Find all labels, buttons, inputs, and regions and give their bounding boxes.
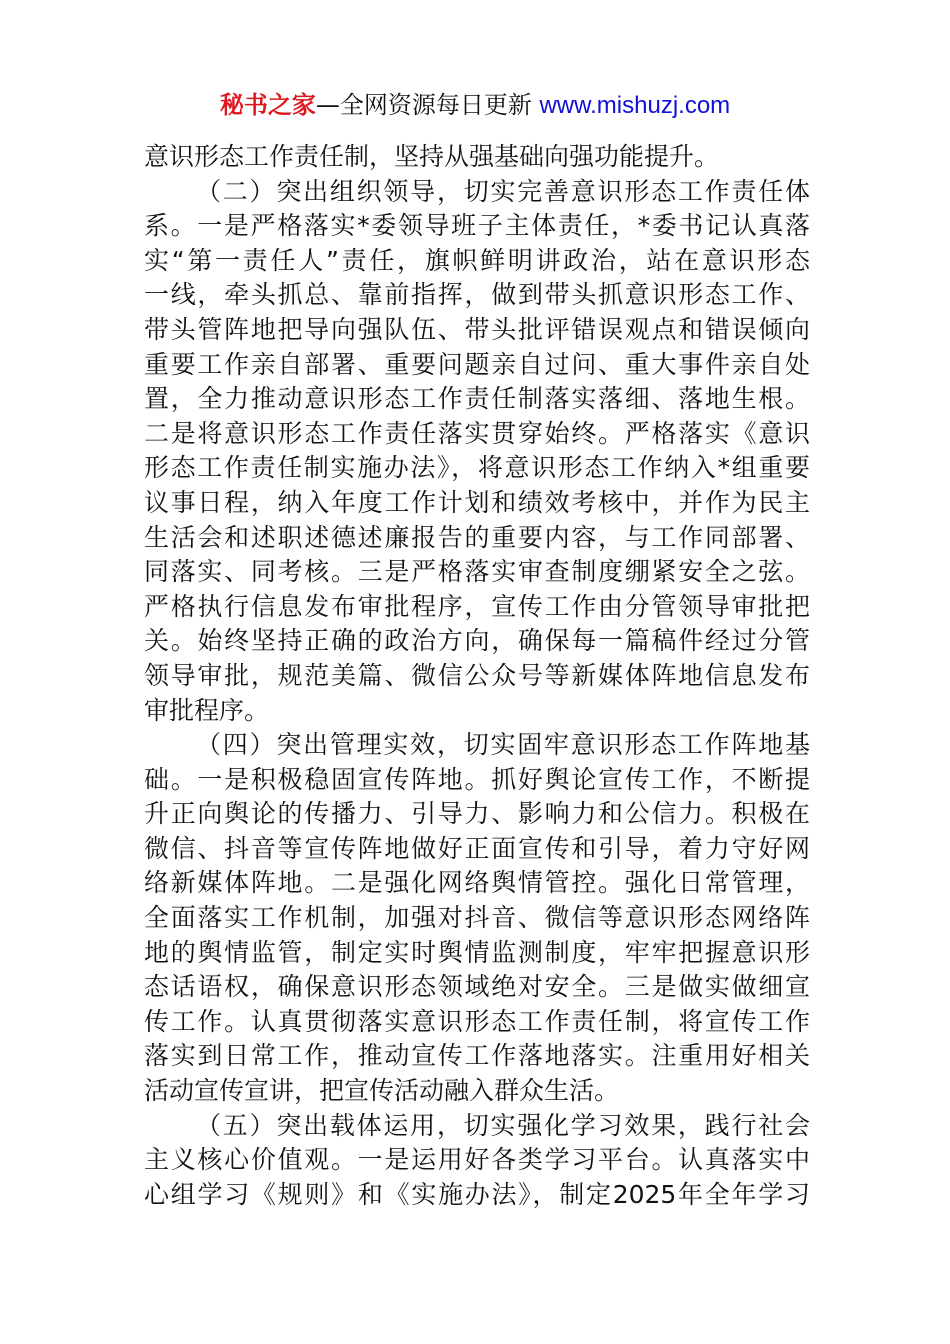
body-line: （四）突出管理实效，切实固牢意识形态工作阵地基 [196, 730, 810, 760]
body-line: 络新媒体阵地。二是强化网络舆情管控。强化日常管理， [144, 868, 810, 898]
site-header [0, 88, 950, 123]
site-url-link[interactable]: www.mishuzj.com [539, 92, 731, 119]
body-line: 同落实、同考核。三是严格落实审查制度绷紧安全之弦。 [144, 557, 810, 587]
body-line: 一线，牵头抓总、靠前指挥，做到带头抓意识形态工作、 [144, 280, 810, 310]
body-line: 落实到日常工作，推动宣传工作落地落实。注重用好相关 [144, 1041, 810, 1071]
body-line: 地的舆情监管，制定实时舆情监测制度，牢牢把握意识形 [144, 937, 810, 967]
body-line: 议事日程，纳入年度工作计划和绩效考核中，并作为民主 [144, 487, 810, 517]
body-line: 系。一是严格落实*委领导班子主体责任，*委书记认真落 [144, 211, 810, 241]
body-line: 主义核心价值观。一是运用好各类学习平台。认真落实中 [144, 1145, 810, 1175]
body-line: （五）突出载体运用，切实强化学习效果，践行社会 [196, 1110, 810, 1140]
site-tagline: —全网资源每日更新 [315, 91, 540, 119]
site-brand: 秘书之家 [219, 91, 316, 119]
body-line: 带头管阵地把导向强队伍、带头批评错误观点和错误倾向 [144, 314, 810, 344]
body-line: 置，全力推动意识形态工作责任制落实落细、落地生根。 [144, 384, 810, 414]
body-line: 础。一是积极稳固宣传阵地。抓好舆论宣传工作，不断提 [144, 764, 810, 794]
body-line: 传工作。认真贯彻落实意识形态工作责任制，将宣传工作 [144, 1006, 810, 1036]
body-line: 生活会和述职述德述廉报告的重要内容，与工作同部署、 [144, 522, 810, 552]
body-line: 严格执行信息发布审批程序，宣传工作由分管领导审批把 [144, 591, 810, 621]
body-line: 重要工作亲自部署、重要问题亲自过问、重大事件亲自处 [144, 349, 810, 379]
body-line: 心组学习《规则》和《实施办法》，制定2025年全年学习 [144, 1179, 810, 1209]
body-line: 关。始终坚持正确的政治方向，确保每一篇稿件经过分管 [144, 626, 810, 656]
body-line: 全面落实工作机制，加强对抖音、微信等意识形态网络阵 [144, 903, 810, 933]
body-line: 活动宣传宣讲，把宣传活动融入群众生活。 [144, 1076, 620, 1106]
document-body [144, 140, 810, 1212]
body-line: 意识形态工作责任制，坚持从强基础向强功能提升。 [144, 142, 720, 171]
body-line: 实“第一责任人”责任，旗帜鲜明讲政治，站在意识形态 [144, 245, 810, 275]
body-line: 二是将意识形态工作责任落实贯穿始终。严格落实《意识 [144, 418, 810, 448]
body-line: 形态工作责任制实施办法》，将意识形态工作纳入*组重要 [144, 453, 810, 483]
body-line: 升正向舆论的传播力、引导力、影响力和公信力。积极在 [144, 799, 810, 829]
body-line: 领导审批，规范美篇、微信公众号等新媒体阵地信息发布 [144, 660, 810, 690]
body-line: 态话语权，确保意识形态领域绝对安全。三是做实做细宣 [144, 972, 810, 1002]
body-line: （二）突出组织领导，切实完善意识形态工作责任体 [196, 176, 810, 206]
body-line: 审批程序。 [144, 695, 270, 725]
body-line: 微信、抖音等宣传阵地做好正面宣传和引导，着力守好网 [144, 833, 810, 863]
